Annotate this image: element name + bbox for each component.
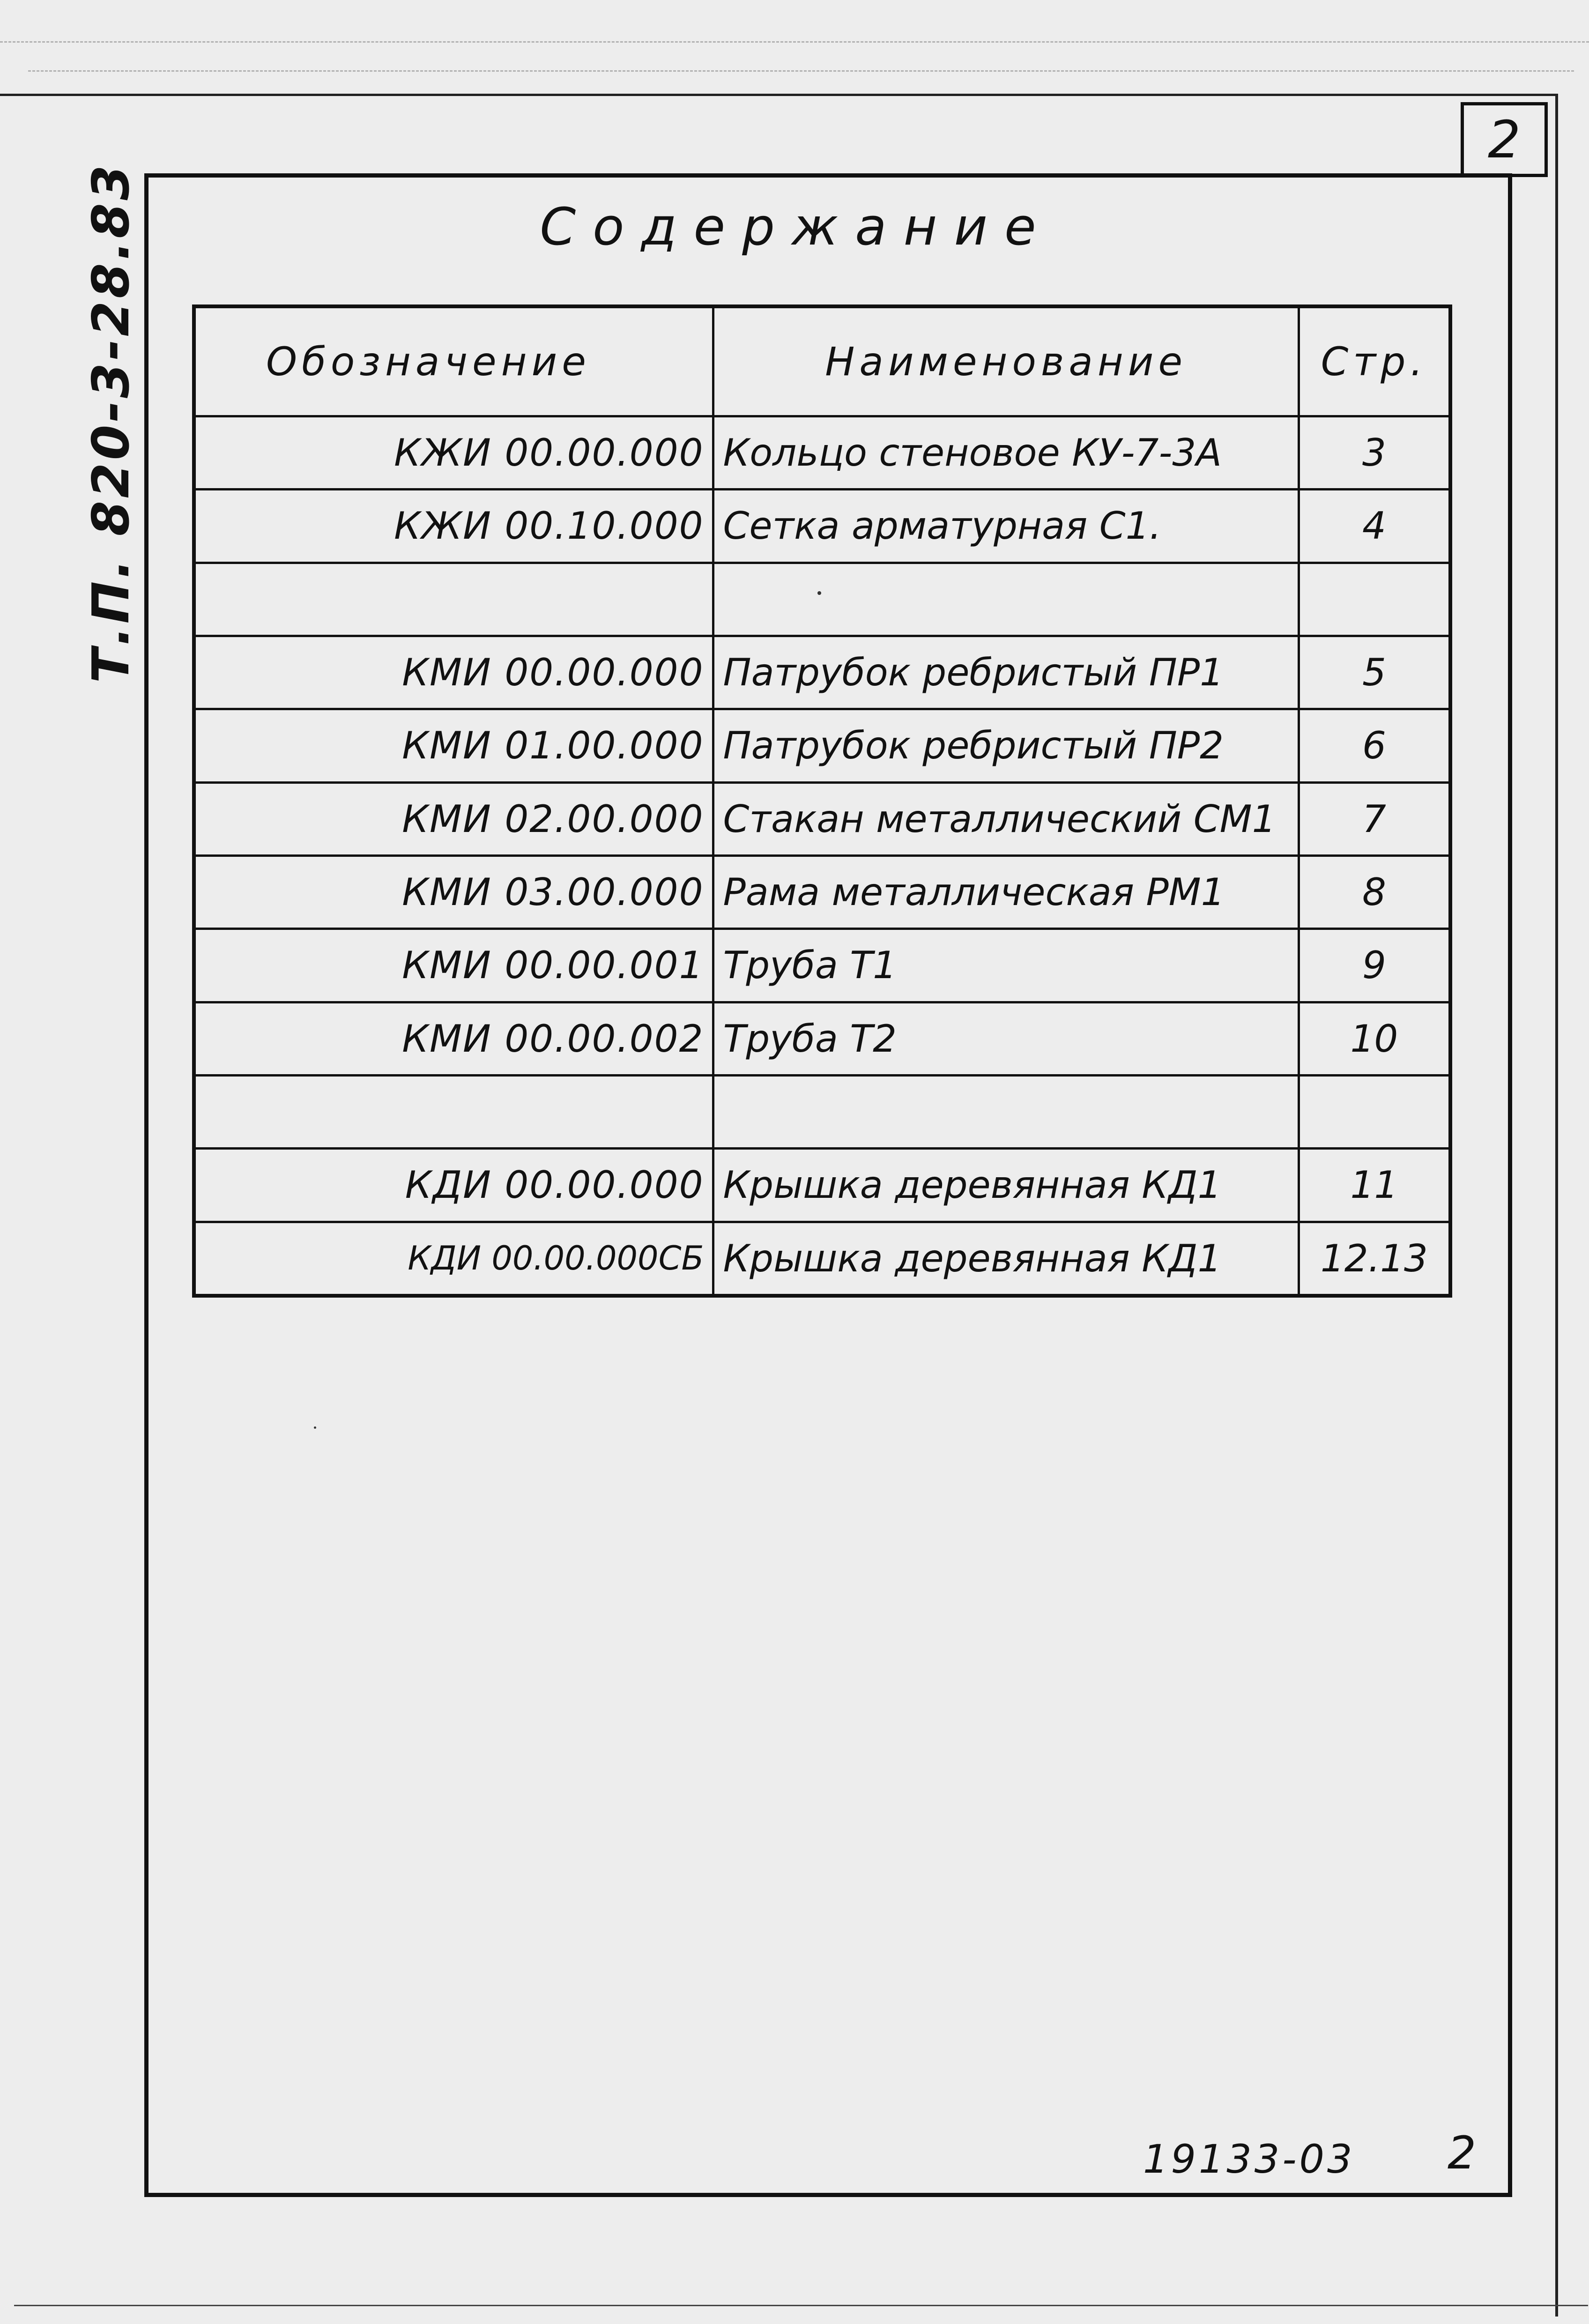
scan-artifact-line [28,70,1574,72]
row-page: 10 [1299,1002,1450,1075]
table-row [194,636,1450,709]
row-code: КМИ 00.00.002 [194,1002,713,1075]
row-page: 7 [1299,782,1450,855]
row-page: 9 [1299,929,1450,1002]
row-page [1299,1075,1450,1148]
row-page [1299,563,1450,636]
table-row [194,929,1450,1002]
row-name: Труба Т1 [713,929,1299,1002]
row-page: 8 [1299,855,1450,928]
table-row-blank [194,563,1450,636]
table-row-blank [194,1075,1450,1148]
row-name: Крышка деревянная КД1 [713,1222,1299,1296]
row-code [194,1075,713,1148]
row-page: 5 [1299,636,1450,709]
table-row [194,416,1450,490]
scan-speck [817,591,821,595]
table-header-row [194,306,1450,416]
sheet-number: 2 [1461,102,1548,177]
row-code: КМИ 01.00.000 [194,709,713,782]
side-document-code: Т.П. 820-3-28.83 [82,162,141,683]
row-name: Труба Т2 [713,1002,1299,1075]
row-page: 12.13 [1299,1222,1450,1296]
row-name: Кольцо стеновое КУ-7-3А [713,416,1299,490]
row-page: 4 [1299,490,1450,563]
row-code: КЖИ 00.10.000 [194,490,713,563]
header-code: Обозначение [194,306,713,416]
bottom-edge-line [14,2305,1588,2306]
row-code: КДИ 00.00.000 [194,1149,713,1222]
page-number: 2 [1448,2127,1477,2179]
table-row [194,855,1450,928]
row-name: Рама металлическая РМ1 [713,855,1299,928]
table-row [194,709,1450,782]
page-title: Содержание [540,197,1053,257]
row-page: 11 [1299,1149,1450,1222]
row-name: Крышка деревянная КД1 [713,1149,1299,1222]
header-name: Наименование [713,306,1299,416]
contents-table [192,304,1452,1298]
row-page: 6 [1299,709,1450,782]
row-name [713,1075,1299,1148]
row-code: КМИ 00.00.001 [194,929,713,1002]
row-code: КДИ 00.00.000СБ [194,1222,713,1296]
table-row [194,1149,1450,1222]
row-code: КМИ 03.00.000 [194,855,713,928]
table-row [194,782,1450,855]
row-name: Стакан металлический СМ1 [713,782,1299,855]
row-page: 3 [1299,416,1450,490]
table-row [194,490,1450,563]
row-code: КЖИ 00.00.000 [194,416,713,490]
table-row [194,1222,1450,1296]
row-code [194,563,713,636]
row-code: КМИ 02.00.000 [194,782,713,855]
row-name: Патрубок ребристый ПР1 [713,636,1299,709]
row-name: Патрубок ребристый ПР2 [713,709,1299,782]
row-name: Сетка арматурная С1. [713,490,1299,563]
header-page: Стр. [1299,306,1450,416]
document-number: 19133-03 [1143,2136,1355,2182]
scan-artifact-line [0,41,1589,43]
row-name [713,563,1299,636]
table-row [194,1002,1450,1075]
row-code: КМИ 00.00.000 [194,636,713,709]
scan-speck [314,1426,316,1429]
